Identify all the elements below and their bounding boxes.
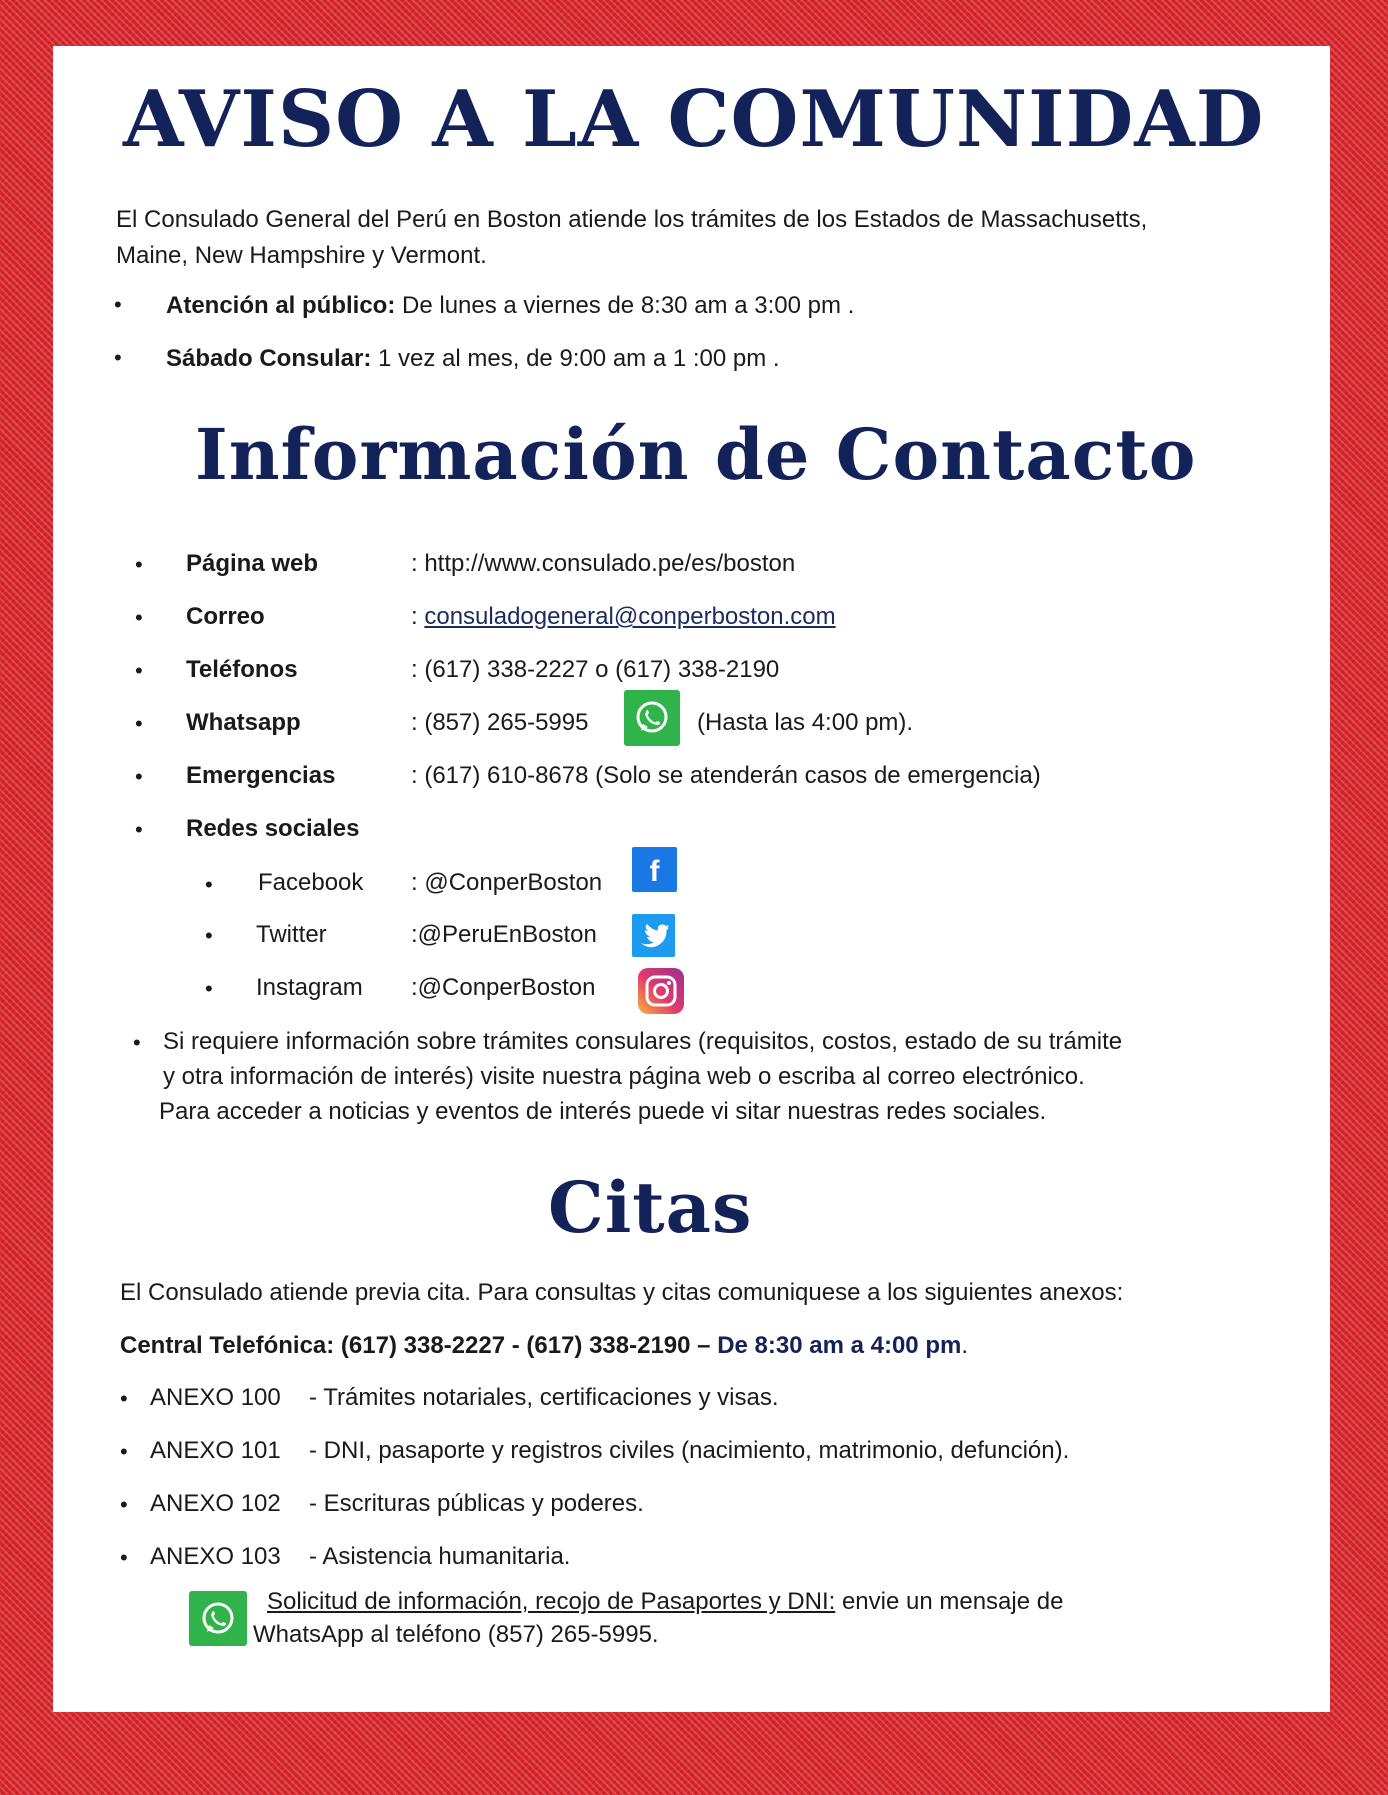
anexo-100-desc: - Trámites notariales, certificaciones y visas. — [309, 1384, 779, 1411]
social-facebook-name: Facebook — [258, 869, 364, 896]
whatsapp-note-link[interactable]: Solicitud de información, recojo de Pasaportes y DNI: — [267, 1588, 836, 1615]
anexo-102-desc: - Escrituras públicas y poderes. — [309, 1490, 644, 1517]
whatsapp-note-line-2: WhatsApp al teléfono (857) 265-5995. — [253, 1621, 659, 1648]
bullet-marker: • — [120, 1439, 128, 1464]
hours-public-value: De lunes a viernes de 8:30 am a 3:00 pm . — [395, 292, 855, 319]
contact-phones-label: Teléfonos — [186, 656, 298, 683]
notice-sheet — [53, 46, 1330, 1712]
bullet-marker: • — [135, 552, 143, 577]
whatsapp-note-line-1 — [267, 1588, 1063, 1616]
info-note-line-2: y otra información de interés) visite nuestra página web o escriba al correo electrónico. — [163, 1063, 1085, 1090]
bullet-marker: • — [114, 292, 122, 317]
contact-phones-value: : (617) 338-2227 o (617) 338-2190 — [411, 656, 780, 683]
contact-web-value[interactable]: : http://www.consulado.pe/es/boston — [411, 550, 796, 577]
page-title: AVISO A LA COMUNIDAD — [123, 74, 1265, 165]
whatsapp-icon[interactable] — [624, 690, 680, 746]
bullet-marker: • — [135, 817, 143, 842]
contact-emergency-value: : (617) 610-8678 (Solo se atenderán casos de emergencia) — [411, 762, 1041, 789]
contact-whatsapp-note: (Hasta las 4:00 pm). — [697, 709, 914, 736]
hours-saturday-label: Sábado Consular: — [166, 345, 372, 372]
hours-public — [166, 292, 854, 320]
hours-saturday — [166, 345, 780, 373]
contact-title: Información de Contacto — [195, 413, 1197, 496]
contact-email-link[interactable]: consuladogeneral@conperboston.com — [424, 603, 836, 630]
central-phone — [120, 1332, 968, 1360]
social-facebook-handle[interactable]: : @ConperBoston — [411, 869, 603, 896]
bullet-marker: • — [120, 1386, 128, 1411]
intro-line-2: Maine, New Hampshire y Vermont. — [116, 242, 487, 269]
bullet-marker: • — [135, 658, 143, 683]
bullet-marker: • — [135, 764, 143, 789]
whatsapp-icon[interactable] — [189, 1591, 247, 1646]
social-twitter-name: Twitter — [256, 921, 327, 948]
instagram-icon[interactable] — [638, 968, 684, 1014]
hours-saturday-value: 1 vez al mes, de 9:00 am a 1 :00 pm . — [371, 345, 780, 372]
bullet-marker: • — [135, 605, 143, 630]
info-note-line-3: Para acceder a noticias y eventos de interés puede vi sitar nuestras redes sociales. — [159, 1098, 1047, 1125]
bullet-marker: • — [133, 1030, 141, 1055]
bullet-marker: • — [120, 1492, 128, 1517]
whatsapp-note-rest: envie un mensaje de — [835, 1588, 1064, 1615]
bullet-marker: • — [135, 711, 143, 736]
contact-email — [411, 603, 836, 631]
central-phone-end: . — [961, 1332, 968, 1359]
citas-title: Citas — [548, 1166, 753, 1249]
contact-web-label: Página web — [186, 550, 319, 577]
facebook-icon[interactable]: f — [632, 847, 677, 892]
contact-whatsapp-label: Whatsapp — [186, 709, 301, 736]
contact-emergency-label: Emergencias — [186, 762, 336, 789]
central-phone-label: Central Telefónica: (617) 338-2227 - (617) 338-2190 – — [120, 1332, 718, 1359]
anexo-101-desc: - DNI, pasaporte y registros civiles (nacimiento, matrimonio, defunción). — [309, 1437, 1070, 1464]
contact-whatsapp-value: : (857) 265-5995 — [411, 709, 589, 736]
social-instagram-name: Instagram — [256, 974, 363, 1001]
bullet-marker: • — [205, 872, 213, 897]
intro-line-1: El Consulado General del Perú en Boston atiende los trámites de los Estados de Massachusetts, — [116, 206, 1148, 233]
info-note-line-1: Si requiere información sobre trámites consulares (requisitos, costos, estado de su trámite — [163, 1028, 1123, 1055]
anexo-100-code: ANEXO 100 — [150, 1384, 281, 1411]
twitter-icon[interactable] — [632, 914, 675, 957]
anexo-101-code: ANEXO 101 — [150, 1437, 281, 1464]
contact-email-label: Correo — [186, 603, 265, 630]
central-phone-hours: De 8:30 am a 4:00 pm — [717, 1332, 962, 1359]
hours-public-label: Atención al público: — [166, 292, 396, 319]
bullet-marker: • — [205, 976, 213, 1001]
anexo-103-code: ANEXO 103 — [150, 1543, 281, 1570]
anexo-102-code: ANEXO 102 — [150, 1490, 281, 1517]
bullet-marker: • — [205, 923, 213, 948]
anexo-103-desc: - Asistencia humanitaria. — [309, 1543, 571, 1570]
citas-intro: El Consulado atiende previa cita. Para consultas y citas comuniquese a los siguientes anexos: — [120, 1279, 1124, 1306]
social-instagram-handle[interactable]: :@ConperBoston — [411, 974, 596, 1001]
bullet-marker: • — [120, 1545, 128, 1570]
social-section-label: Redes sociales — [186, 815, 360, 842]
bullet-marker: • — [114, 345, 122, 370]
contact-email-colon: : — [411, 603, 425, 630]
social-twitter-handle[interactable]: :@PeruEnBoston — [411, 921, 597, 948]
